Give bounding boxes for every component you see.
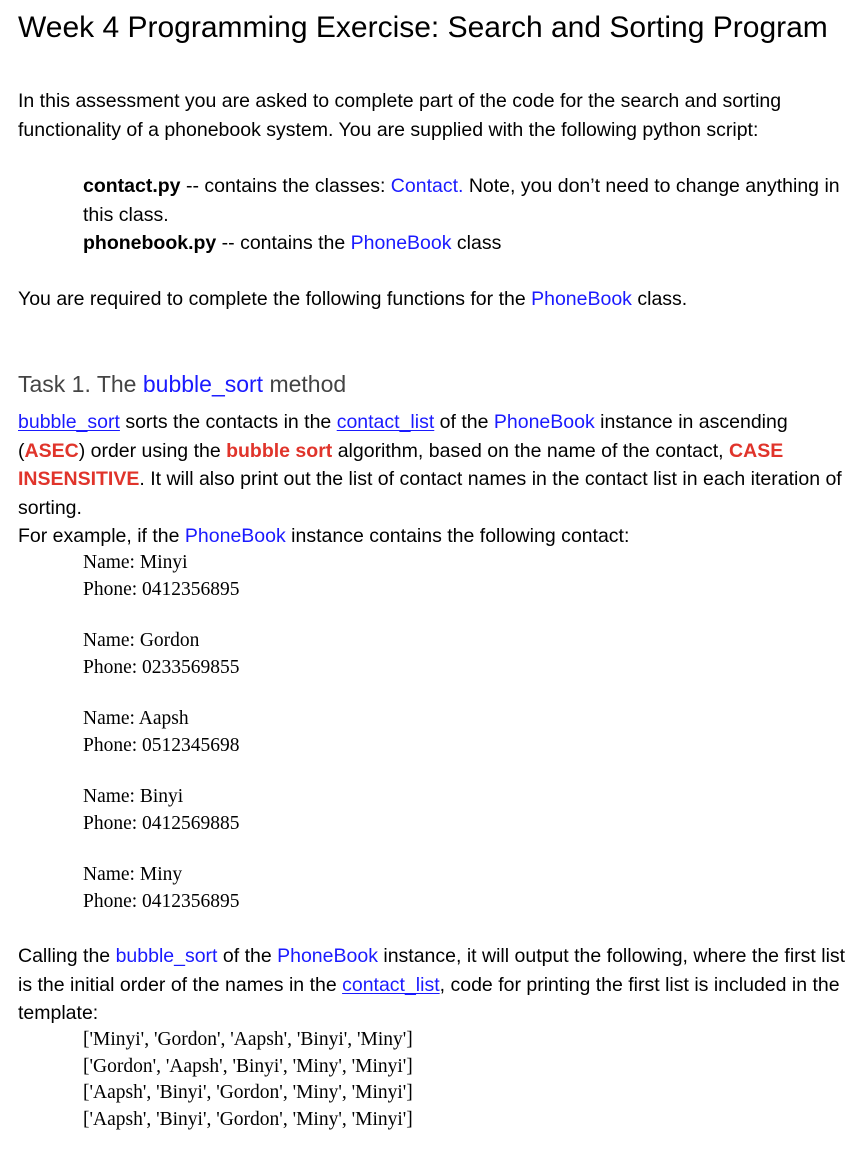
contact-phone: Phone: 0412569885 [83, 812, 240, 834]
bubble-sort-link[interactable]: bubble_sort [115, 945, 218, 967]
contact-list-link[interactable]: contact_list [336, 411, 435, 433]
contact-file-name: contact.py [83, 175, 181, 197]
contact-phone: Phone: 0233569855 [83, 656, 240, 678]
phonebook-file-description: phonebook.py -- contains the PhoneBook class [83, 232, 502, 254]
task1-heading: Task 1. The bubble_sort method [18, 371, 347, 397]
contact-entry [83, 628, 240, 681]
contact-entry [83, 862, 240, 915]
contact-file-description: contact.py -- contains the classes: Contact. Note, you don’t need to change anything in this class. [83, 175, 840, 226]
output-block [83, 1027, 413, 1133]
contact-entry [83, 550, 240, 603]
bubble-sort-link[interactable]: bubble_sort [142, 371, 264, 397]
phonebook-file-name: phonebook.py [83, 232, 217, 254]
contact-phone: Phone: 0412356895 [83, 890, 240, 912]
output-line: ['Aapsh', 'Binyi', 'Gordon', 'Miny', 'Minyi'] [83, 1108, 413, 1130]
contact-name: Name: Aapsh [83, 708, 189, 729]
task1-description: bubble_sort sorts the contacts in the contact_list of the PhoneBook instance in ascending (ASEC) order using the bubble sort algorithm, based on the name of the contact, CASE INSENSITIVE. It will also print out the list of contact names in the contact list in each iteration of sorting. [18, 411, 842, 519]
output-line: ['Aapsh', 'Binyi', 'Gordon', 'Miny', 'Minyi'] [83, 1082, 413, 1103]
output-line: ['Minyi', 'Gordon', 'Aapsh', 'Binyi', 'Miny'] [83, 1029, 413, 1050]
contact-entry [83, 706, 240, 759]
asec-emphasis: ASEC [24, 439, 79, 462]
contact-name: Name: Gordon [83, 630, 200, 651]
required-paragraph: You are required to complete the following functions for the PhoneBook class. [18, 288, 688, 310]
intro-paragraph: In this assessment you are asked to complete part of the code for the search and sorting functionality of a phonebook system. You are supplied with the following python script: [18, 90, 782, 141]
contact-name: Name: Binyi [83, 786, 184, 807]
contact-phone: Phone: 0512345698 [83, 734, 240, 756]
output-line: ['Gordon', 'Aapsh', 'Binyi', 'Miny', 'Minyi'] [83, 1055, 413, 1077]
calling-paragraph: Calling the bubble_sort of the PhoneBook instance, it will output the following, where the first list is the initial order of the names in the contact_list, code for printing the first list is included in the template: [18, 945, 846, 1024]
contact-name: Name: Minyi [83, 552, 188, 573]
page-title: Week 4 Programming Exercise: Search and Sorting Program [18, 11, 828, 44]
phonebook-class-link[interactable]: PhoneBook [531, 288, 632, 310]
contact-name: Name: Miny [83, 864, 183, 885]
contact-list-link[interactable]: contact_list [342, 973, 440, 996]
contact-phone: Phone: 0412356895 [83, 578, 240, 600]
contact-entry [83, 784, 240, 837]
phonebook-class-link[interactable]: PhoneBook [493, 411, 595, 433]
phonebook-class-link[interactable]: PhoneBook [184, 525, 286, 547]
example-intro: For example, if the PhoneBook instance contains the following contact: [18, 525, 630, 547]
case-insensitive-emphasis: CASE INSENSITIVE [18, 439, 784, 490]
bubble-sort-link[interactable]: bubble_sort [18, 411, 120, 433]
phonebook-class-link[interactable]: PhoneBook [350, 232, 452, 254]
contact-class-link[interactable]: Contact. [390, 175, 464, 197]
phonebook-class-link[interactable]: PhoneBook [277, 945, 378, 967]
bubble-sort-emphasis: bubble sort [226, 439, 333, 462]
